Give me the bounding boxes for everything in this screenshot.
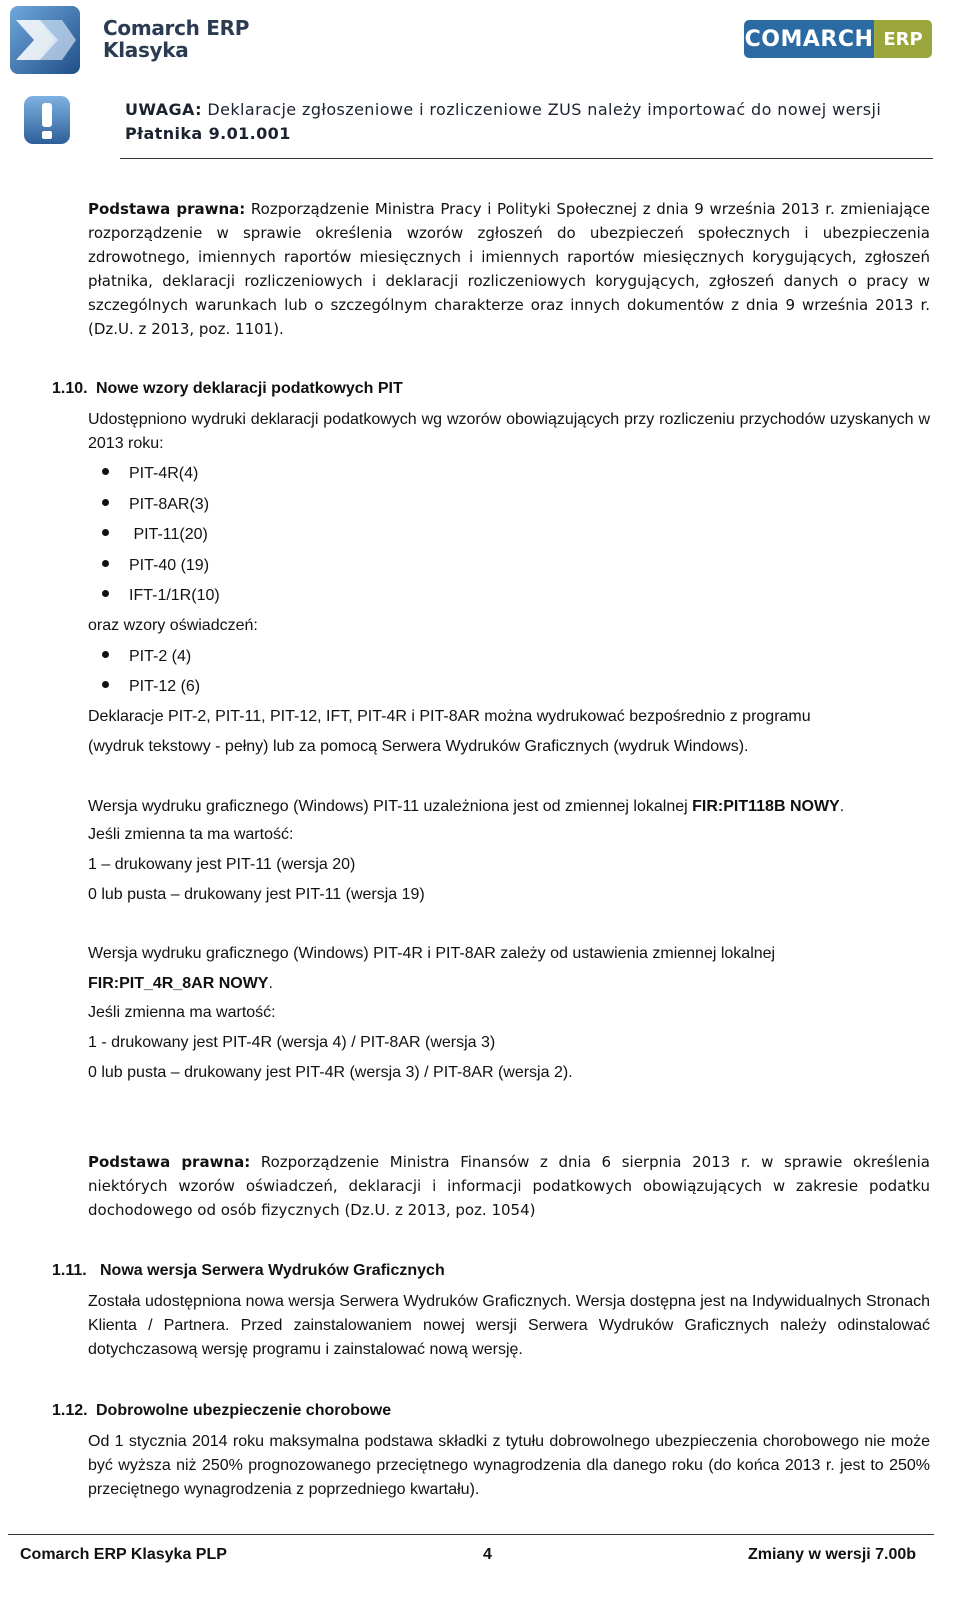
product-name-line1: Comarch ERP [103, 16, 250, 40]
page-number: 4 [483, 1546, 492, 1563]
section-title-1-11: Nowa wersja Serwera Wydruków Graficznych [100, 1262, 445, 1279]
section-number-1-10: 1.10. [52, 380, 88, 397]
brand-badge-left: COMARCH [744, 20, 874, 58]
legal-basis-text: Rozporządzenie Ministra Pracy i Polityki Społecznej z dnia 9 września 2013 r. zmieniające rozporządzenie w sprawie określenia wzorów zgłoszeń do ubezpieczeń społecznych i ubezpieczenia zdrowotnego, imiennych raportów miesięcznych i imiennych raportów miesięcznych korygujących, zgłoszeń płatnika, deklaracji rozliczeniowych i deklaracji rozliczeniowych korygujących, zgłoszeń danych o pracy w szczególnych warunkach lub o szczególnym charakterze oraz innych dokumentów z dnia 9 września 2013 r. (Dz.U. z 2013, poz. 1101). [88, 200, 930, 338]
pit4r-option-1: 1 - drukowany jest PIT-4R (wersja 4) / PIT-8AR (wersja 3) [88, 1034, 496, 1051]
list-item [102, 554, 209, 578]
footer-product: Comarch ERP Klasyka PLP [20, 1546, 227, 1563]
product-name-line2: Klasyka [103, 38, 189, 62]
section-number-1-12: 1.12. [52, 1402, 88, 1419]
section-title-1-10: Nowe wzory deklaracji podatkowych PIT [96, 380, 403, 397]
statements-intro: oraz wzory oświadczeń: [88, 617, 258, 634]
pit11-variable: FIR:PIT118B NOWY [692, 798, 840, 815]
list-item-label: PIT-12 (6) [129, 678, 201, 695]
header-divider [120, 158, 933, 159]
list-item-label: IFT-1/1R(10) [129, 587, 220, 604]
pit11-version-line [88, 795, 844, 819]
legal-basis-text: Rozporządzenie Ministra Finansów z dnia 6 sierpnia 2013 r. w sprawie określenia niektórych wzorów oświadczeń, deklaracji i informacji podatkowych obowiązujących w zakresie podatku dochodowego od osób fizycznych (Dz.U. z 2013, poz. 1054) [88, 1153, 930, 1219]
legal-basis-label: Podstawa prawna: [88, 1153, 251, 1171]
list-item [102, 675, 200, 699]
section-title-1-12: Dobrowolne ubezpieczenie chorobowe [96, 1402, 392, 1419]
pit11-condition: Jeśli zmienna ta ma wartość: [88, 826, 294, 843]
period: . [268, 975, 273, 992]
pit11-option-0: 0 lub pusta – drukowany jest PIT-11 (wersja 19) [88, 886, 425, 903]
pit-intro: Udostępniono wydruki deklaracji podatkowych wg wzorów obowiązujących przy rozliczeniu przychodów uzyskanych w 2013 roku: [88, 411, 930, 452]
notice-version: Płatnika 9.01.001 [125, 124, 291, 143]
brand-badge-right: ERP [874, 20, 932, 58]
notice-text: Deklaracje zgłoszeniowe i rozliczeniowe ZUS należy importować do nowej wersji [201, 100, 882, 119]
pit4r-version-line: Wersja wydruku graficznego (Windows) PIT-4R i PIT-8AR zależy od ustawienia zmiennej lokalnej [88, 945, 776, 962]
list-item-label: PIT-8AR(3) [129, 496, 210, 513]
list-item [102, 584, 220, 608]
list-item-label: PIT-11(20) [129, 526, 208, 543]
comarch-erp-badge [744, 20, 932, 58]
period: . [839, 798, 845, 815]
list-item [102, 462, 198, 486]
print-info-line-2: (wydruk tekstowy - pełny) lub za pomocą Serwera Wydruków Graficznych (wydruk Windows). [88, 738, 749, 755]
pit4r-variable: FIR:PIT_4R_8AR NOWY [88, 975, 269, 992]
list-item [102, 523, 208, 547]
footer-version: Zmiany w wersji 7.00b [748, 1546, 917, 1563]
list-item-label: PIT-40 (19) [129, 557, 210, 574]
notice-label: UWAGA: [125, 100, 202, 119]
product-name [103, 17, 249, 61]
print-info-line-1: Deklaracje PIT-2, PIT-11, PIT-12, IFT, PIT-4R i PIT-8AR można wydrukować bezpośrednio z programu [88, 708, 811, 725]
comarch-erp-logo-icon [10, 6, 80, 74]
list-item [102, 493, 209, 517]
pit11-version-text: Wersja wydruku graficznego (Windows) PIT-11 uzależniona jest od zmiennej lokalnej [88, 798, 693, 815]
pit4r-option-0: 0 lub pusta – drukowany jest PIT-4R (wersja 3) / PIT-8AR (wersja 2). [88, 1064, 573, 1081]
pit4r-variable-line [88, 972, 273, 996]
legal-basis-paragraph-1 [88, 197, 930, 341]
pit4r-condition: Jeśli zmienna ma wartość: [88, 1004, 276, 1021]
pit11-option-1: 1 – drukowany jest PIT-11 (wersja 20) [88, 856, 356, 873]
exclamation-icon [22, 94, 72, 146]
list-item [102, 645, 191, 669]
section-text-1-12: Od 1 stycznia 2014 roku maksymalna podstawa składki z tytułu dobrowolnego ubezpieczenia chorobowego nie może być wyższa niż 250% prognozowanego przeciętnego wynagrodzenia dla danego roku (do końca 2013 r. jest to 250% przeciętnego wynagrodzenia z poprzedniego kwartału). [88, 1433, 930, 1498]
section-number-1-11: 1.11. [52, 1262, 87, 1279]
import-notice [125, 98, 935, 146]
legal-basis-label: Podstawa prawna: [88, 200, 246, 218]
legal-basis-paragraph-2 [88, 1150, 930, 1222]
section-text-1-11: Została udostępniona nowa wersja Serwera Wydruków Graficznych. Wersja dostępna jest na Indywidualnych Stronach Klienta / Partnera. Przed zainstalowaniem nowej wersji Serwera Wydruków Graficznych należy odinstalować dotychczasową wersję programu i zainstalować nową wersję. [88, 1293, 930, 1358]
footer-divider [8, 1534, 934, 1535]
list-item-label: PIT-4R(4) [129, 465, 199, 482]
list-item-label: PIT-2 (4) [129, 648, 192, 665]
